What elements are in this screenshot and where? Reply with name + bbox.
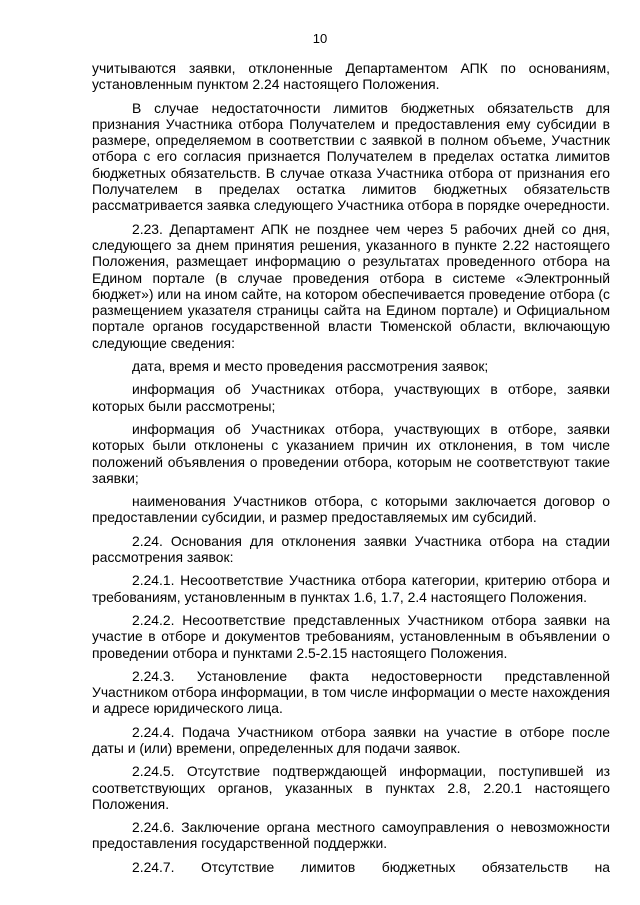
- paragraph: 2.24.3. Установление факта недостоверности представленной Участником отбора информации, в том числе информации о месте нахождения и адресе юридического лица.: [92, 667, 610, 717]
- paragraph: наименования Участников отбора, с которыми заключается договор о предоставлении субсидии, и размер предоставляемых им субсидий.: [92, 493, 610, 526]
- paragraph: 2.24.1. Несоответствие Участника отбора категории, критерию отбора и требованиям, установленным в пунктах 1.6, 1.7, 2.4 настоящего Положения.: [92, 572, 610, 605]
- paragraph: 2.24.5. Отсутствие подтверждающей информации, поступившей из соответствующих органов, указанных в пунктах 2.8, 2.20.1 настоящего Положения.: [92, 763, 610, 812]
- paragraph: В случае недостаточности лимитов бюджетных обязательств для признания Участника отбора Получателем и предоставления ему субсидии в размере, определяемом в соответствии с заявкой в полном объеме, Участник отбора с его согласия признается Получателем в пределах остатка лимитов бюджетных обязательств. В случае отказа Участника отбора от признания его Получателем в пределах остатка лимитов бюджетных обязательств рассматривается заявка следующего Участника отбора в порядке очередности.: [92, 99, 610, 214]
- paragraph: 2.24.4. Подача Участником отбора заявки на участие в отборе после даты и (или) времени, определенных для подачи заявок.: [92, 723, 610, 756]
- paragraph: 2.24.7. Отсутствие лимитов бюджетных обязательств на: [132, 858, 610, 875]
- paragraph: 2.24.2. Несоответствие представленных Участником отбора заявки на участие в отборе и документов требованиям, установленным в объявлении о проведении отбора и пунктами 2.5-2.15 настоящего Положения.: [92, 611, 610, 661]
- paragraph: 2.24. Основания для отклонения заявки Участника отбора на стадии рассмотрения заявок:: [92, 532, 610, 566]
- paragraph: 2.24.6. Заключение органа местного самоуправления о невозможности предоставления государственной поддержки.: [92, 819, 610, 852]
- page-number: 10: [312, 31, 328, 46]
- paragraph: информация об Участниках отбора, участвующих в отборе, заявки которых были рассмотрены;: [92, 381, 610, 414]
- paragraph: информация об Участниках отбора, участвующих в отборе, заявки которых были отклонены с указанием причин их отклонения, в том числе положений объявления о проведении отбора, которым не соответствуют такие заявки;: [92, 420, 610, 486]
- paragraph: дата, время и место проведения рассмотрения заявок;: [132, 358, 489, 375]
- paragraph: учитываются заявки, отклоненные Департаментом АПК по основаниям, установленным пунктом 2.24 настоящего Положения.: [92, 60, 610, 93]
- document-body: [92, 60, 610, 882]
- paragraph: 2.23. Департамент АПК не позднее чем через 5 рабочих дней со дня, следующего за днем принятия решения, указанного в пункте 2.22 настоящего Положения, размещает информацию о результатах проведенного отбора на Едином портале (в случае проведения отбора в системе «Электронный бюджет») или на ином сайте, на котором обеспечивается проведение отбора (с размещением указателя страницы сайта на Едином портале) и Официальном портале органов государственной власти Тюменской области, включающую следующие сведения:: [92, 220, 610, 351]
